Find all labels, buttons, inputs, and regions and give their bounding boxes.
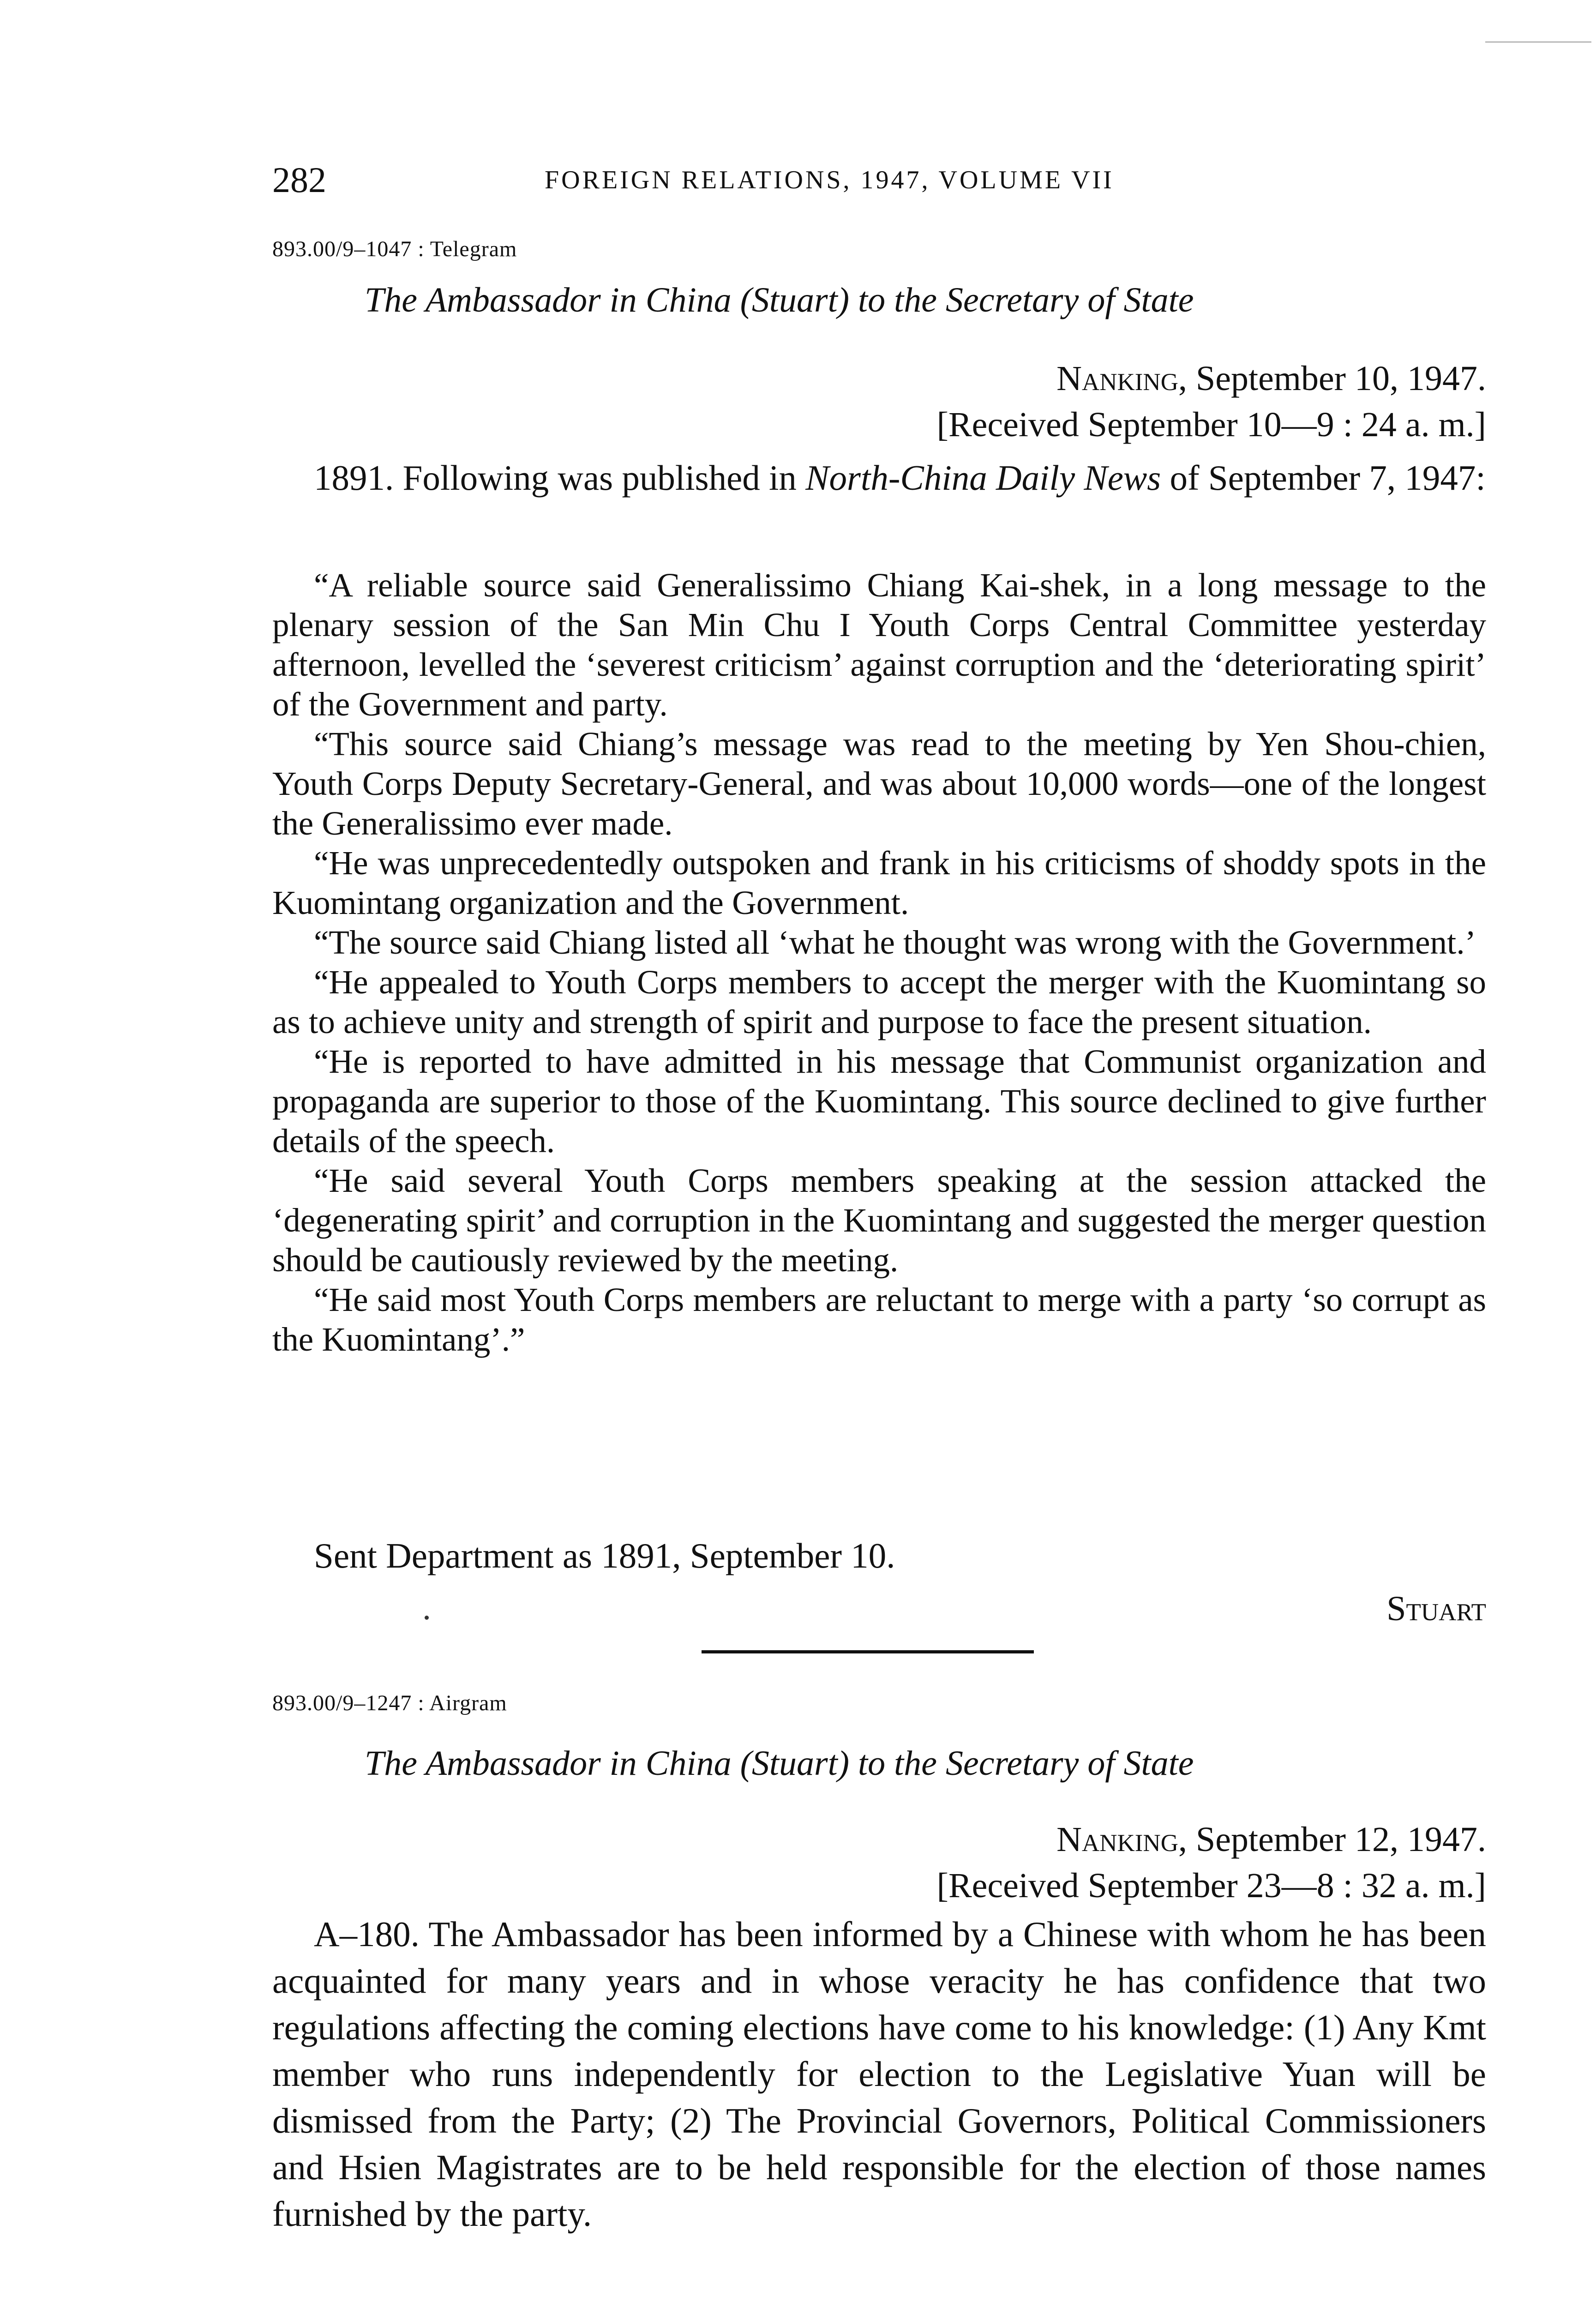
- doc1-heading-pre: The Ambassador in China (: [365, 281, 752, 319]
- doc1-intro-pre: 1891. Following was published in: [314, 458, 806, 498]
- doc1-date: , September 10, 1947.: [1178, 359, 1486, 398]
- doc2-place: Nanking: [1056, 1820, 1178, 1859]
- doc2-received: [Received September 23—8 : 32 a. m.]: [936, 1866, 1486, 1905]
- doc1-sent-line: Sent Department as 1891, September 10.: [314, 1536, 895, 1575]
- running-header: [272, 155, 1482, 205]
- doc1-intro-post: of September 7, 1947:: [1161, 458, 1486, 498]
- doc1-intro-paragraph: [272, 455, 1486, 501]
- doc1-place: Nanking: [1056, 359, 1178, 398]
- doc1-heading-post: ) to the Secretary of State: [837, 281, 1194, 319]
- doc1-signature: Stuart: [1386, 1589, 1486, 1628]
- doc1-quote-paragraph: “He was unprecedentedly outspoken and frank in his criticisms of shoddy spots in the Kuomintang organization and the Government.: [272, 844, 1486, 921]
- doc1-heading-name: Stuart: [751, 281, 838, 319]
- doc1-publication-name: North-China Daily News: [805, 458, 1161, 498]
- page-number: 282: [272, 160, 326, 200]
- doc1-quote-paragraph: “He said most Youth Corps members are reluctant to merge with a party ‘so corrupt as the Kuomintang’.”: [272, 1281, 1486, 1358]
- print-speck: [425, 1616, 429, 1620]
- doc2-dateline: [1056, 1816, 1486, 1863]
- doc1-quote-paragraph: “This source said Chiang’s message was read to the meeting by Yen Shou-chien, Youth Corps Deputy Secretary-General, and was about 10,000 words—one of the longest the Generalissimo ever made.: [272, 725, 1486, 842]
- doc1-heading: [365, 277, 1486, 323]
- doc1-received: [Received September 10—9 : 24 a. m.]: [936, 405, 1486, 444]
- doc1-file-reference: 893.00/9–1047 : Telegram: [272, 237, 517, 261]
- doc2-heading-pre: The Ambassador in China (: [365, 1744, 752, 1783]
- doc2-file-reference: 893.00/9–1247 : Airgram: [272, 1691, 507, 1715]
- doc2-date: , September 12, 1947.: [1178, 1820, 1486, 1859]
- doc2-heading-name: Stuart: [751, 1744, 838, 1783]
- doc1-quoted-text: [272, 565, 1486, 1359]
- running-title: FOREIGN RELATIONS, 1947, VOLUME VII: [545, 166, 1114, 194]
- doc1-quote-paragraph: “He said several Youth Corps members speaking at the session attacked the ‘degenerating spirit’ and corruption in the Kuomintang and suggested the merger question should be cautiously reviewed by the meeting.: [272, 1162, 1486, 1279]
- doc1-quote-paragraph: “A reliable source said Generalissimo Chiang Kai-shek, in a long message to the plenary session of the San Min Chu I Youth Corps Central Committee yesterday afternoon, levelled the ‘severest criticism’ against corruption and the ‘deteriorating spirit’ of the Government and party.: [272, 566, 1486, 723]
- doc1-quote-paragraph: “He appealed to Youth Corps members to accept the merger with the Kuomintang so as to achieve unity and strength of spirit and purpose to face the present situation.: [272, 963, 1486, 1040]
- section-divider: [702, 1650, 1034, 1653]
- doc1-quote-paragraph: “He is reported to have admitted in his message that Communist organization and propaganda are superior to those of the Kuomintang. This source declined to give further details of the speech.: [272, 1043, 1486, 1160]
- doc2-body-paragraph: A–180. The Ambassador has been informed by a Chinese with whom he has been acquainted for many years and in whose veracity he has confidence that two regulations affecting the coming elections have come to his knowledge: (1) Any Kmt member who runs independently for election to the Legislative Yuan will be dismissed from the Party; (2) The Provincial Governors, Political Commissioners and Hsien Magistrates are to be held responsible for the election of those names furnished by the party.: [272, 1914, 1486, 2234]
- doc2-heading-post: ) to the Secretary of State: [837, 1744, 1194, 1783]
- doc1-quote-paragraph: “The source said Chiang listed all ‘what he thought was wrong with the Government.’: [314, 924, 1476, 961]
- doc1-dateline: [1056, 355, 1486, 402]
- doc2-heading: [365, 1740, 1486, 1786]
